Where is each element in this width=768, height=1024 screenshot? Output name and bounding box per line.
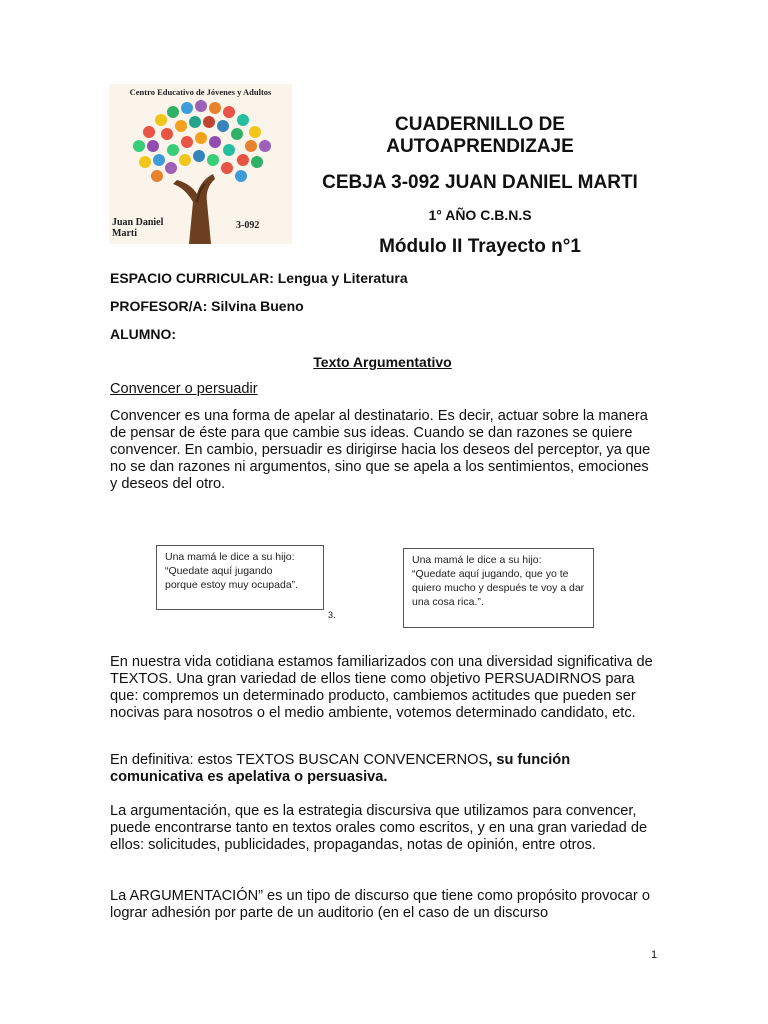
paragraph-argumentacion: La argumentación, que es la estrategia discursiva que utilizamos para convencer, puede encontrarse tanto en textos orales como escritos, y en una gran variedad de ellos: solicitudes, publicidades, propagandas, notas de opinión, entre otros. <box>110 803 648 853</box>
subject-line: ESPACIO CURRICULAR: Lengua y Literatura <box>110 270 408 286</box>
page-number: 1 <box>651 949 658 961</box>
document-title: CUADERNILLO DE AUTOAPRENDIZAJE <box>386 114 574 157</box>
example-marker: 3. <box>328 610 336 620</box>
student-line: ALUMNO: <box>110 326 177 342</box>
module-label: Módulo II Trayecto n°1 <box>379 236 581 257</box>
logo-name: Juan Daniel Marti <box>112 217 164 239</box>
logo-code: 3-092 <box>236 220 260 231</box>
paragraph-argumentacion-definicion: La ARGUMENTACIÓN” es un tipo de discurso que tiene como propósito provocar o lograr adhesión por parte de un auditorio (en el caso de un discurso <box>110 888 650 921</box>
example-box-persuadir: Una mamá le dice a su hijo: “Quedate aquí jugando, que yo te quiero mucho y después te voy a dar una cosa rica.”. <box>403 548 594 628</box>
paragraph-definitiva: En definitiva: estos TEXTOS BUSCAN CONVENCERNOS, su función comunicativa es apelativa o persuasiva. <box>110 752 571 785</box>
subsection-title: Convencer o persuadir <box>110 381 258 397</box>
logo-title: Centro Educativo de Jóvenes y Adultos <box>129 87 272 97</box>
teacher-line: PROFESOR/A: Silvina Bueno <box>110 298 304 314</box>
school-logo <box>109 84 292 244</box>
section-title: Texto Argumentativo <box>313 354 452 370</box>
paragraph-textos: En nuestra vida cotidiana estamos familiarizados con una diversidad significativa de TEXTOS. Una gran variedad de ellos tiene como objetivo PERSUADIRNOS para que: compremos un determinado producto, cambiemos actitudes que pueden ser nocivas para nosotros o el medio ambiente, votemos determinado candidato, etc. <box>110 654 653 721</box>
example-box-convencer: Una mamá le dice a su hijo: “Quedate aquí jugando porque estoy muy ocupada”. <box>156 545 324 610</box>
school-name: CEBJA 3-092 JUAN DANIEL MARTI <box>322 172 638 193</box>
paragraph-convencer: Convencer es una forma de apelar al destinatario. Es decir, actuar sobre la manera de pensar de éste para que cambie sus ideas. Cuando se dan razones se quiere convencer. En cambio, persuadir es dirigirse hacia los deseos del perceptor, ya que no se dan razones ni argumentos, sino que se apela a los sentimientos, emociones y deseos del otro. <box>110 408 651 492</box>
year-label: 1° AÑO C.B.N.S <box>428 207 532 223</box>
